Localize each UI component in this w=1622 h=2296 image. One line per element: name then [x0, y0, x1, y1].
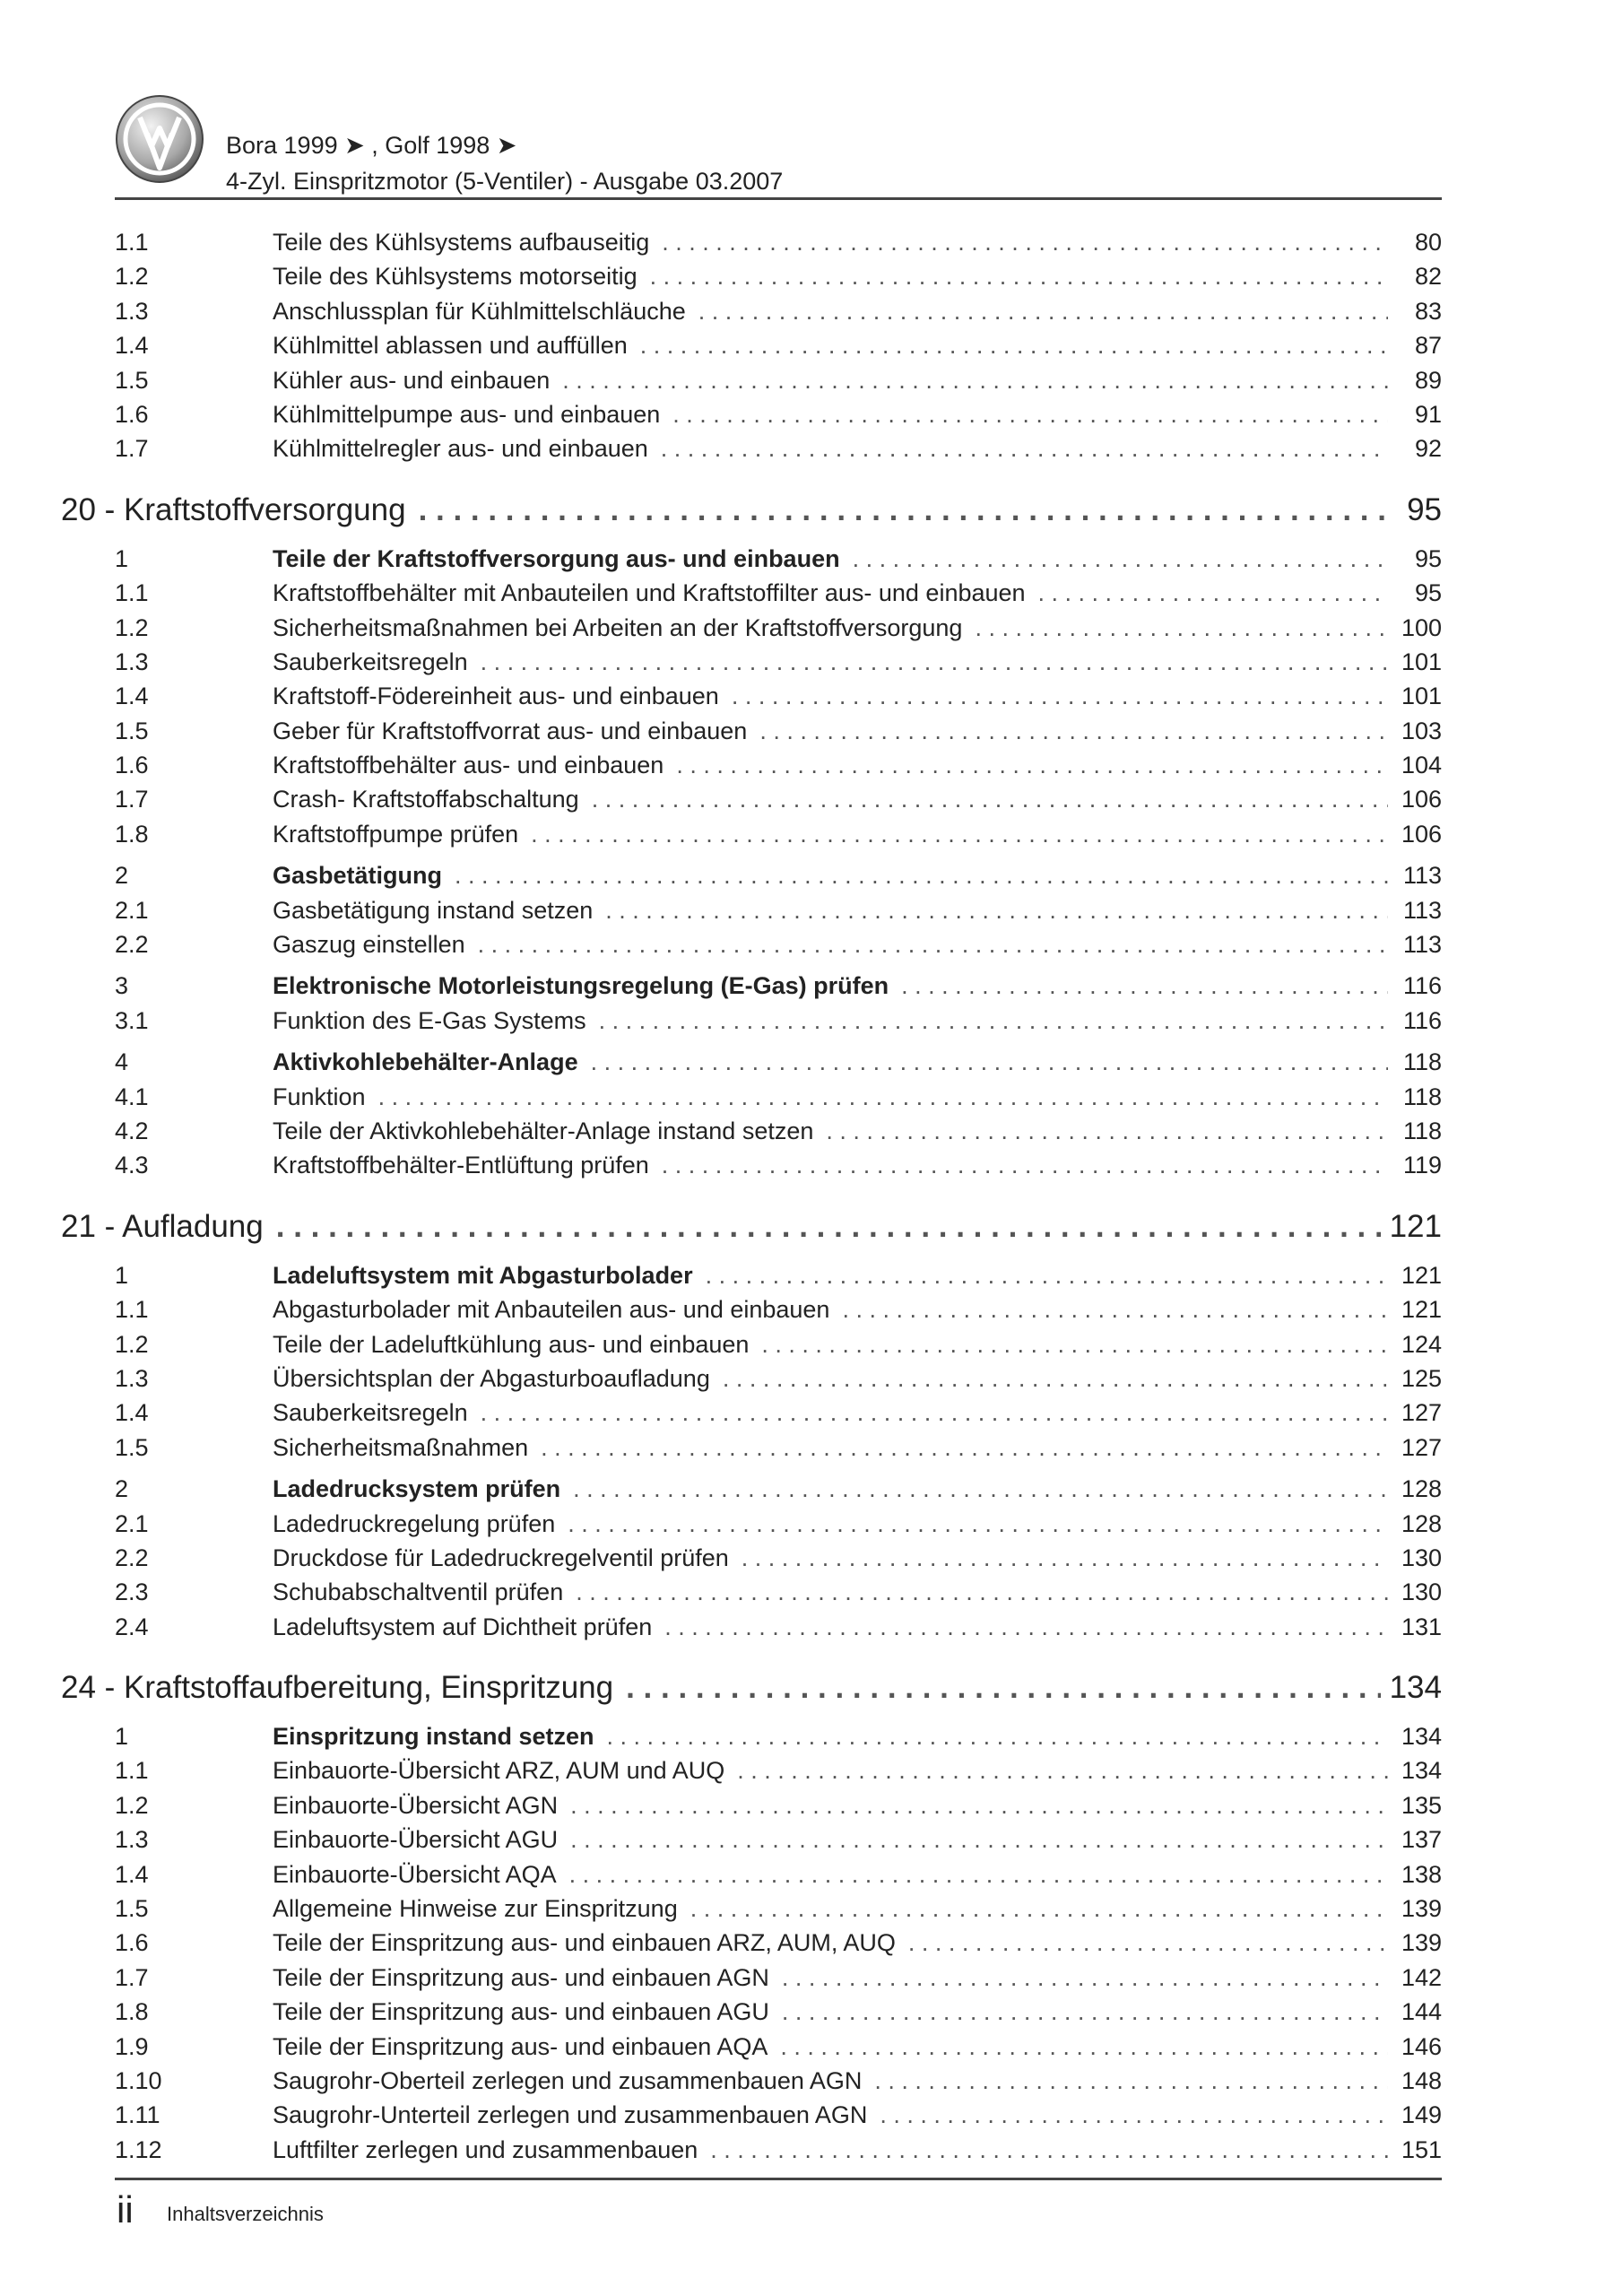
toc-subsection: [115, 718, 1442, 752]
toc-section: [115, 862, 1442, 896]
toc-number: 1.3: [115, 648, 149, 675]
toc-number: 1.8: [115, 820, 149, 848]
toc-title: Ladedrucksystem prüfen: [273, 1475, 561, 1503]
toc-section: [115, 1048, 1442, 1083]
toc-page-number: 142: [1401, 1963, 1442, 1991]
toc-title: Saugrohr-Oberteil zerlegen und zusammenbauen AGN: [273, 2066, 863, 2094]
toc-leader-dots: [276, 1209, 1381, 1245]
toc-page-number: 116: [1402, 1006, 1442, 1034]
toc-subsection: [115, 229, 1442, 263]
toc-page-number: 95: [1407, 491, 1442, 527]
toc-title: Einbauorte-Übersicht AGN: [273, 1791, 559, 1819]
toc-title: Kraftstoffbehälter mit Anbauteilen und Kraftstoffilter aus- und einbauen: [273, 579, 1026, 607]
toc-number: 1.3: [115, 297, 149, 325]
toc-subsection: [115, 1826, 1442, 1860]
toc-title: Geber für Kraftstoffvorrat aus- und einbauen: [273, 717, 748, 744]
toc-title: Teile der Einspritzung aus- und einbauen AQA: [273, 2032, 768, 2060]
toc-title: Sauberkeitsregeln: [273, 1399, 468, 1427]
toc-section: [115, 972, 1442, 1006]
toc-page-number: 148: [1401, 2066, 1442, 2094]
toc-number: 1.4: [115, 1399, 149, 1427]
toc-title: Teile der Einspritzung aus- und einbauen AGU: [273, 1998, 769, 2026]
toc-leader-dots: [570, 1826, 1388, 1854]
footer-divider: [115, 2178, 1442, 2180]
toc-leader-dots: [761, 1331, 1388, 1359]
toc-page-number: 83: [1414, 297, 1442, 325]
toc-leader-dots: [662, 229, 1388, 257]
toc-subsection: [115, 1929, 1442, 1963]
toc-subsection: [115, 2067, 1442, 2101]
toc-leader-dots: [419, 492, 1388, 528]
toc-page-number: 139: [1401, 1929, 1442, 1957]
toc-subsection: [115, 821, 1442, 855]
toc-leader-dots: [478, 931, 1388, 959]
toc-number: 4.2: [115, 1117, 149, 1144]
toc-title: Kühler aus- und einbauen: [273, 366, 551, 394]
toc-leader-dots: [568, 1510, 1388, 1538]
toc-page-number: 89: [1414, 366, 1442, 394]
toc-page-number: 128: [1401, 1475, 1442, 1503]
toc-number: 1.3: [115, 1364, 149, 1392]
toc-subsection: [115, 897, 1442, 931]
toc-number: 1.2: [115, 263, 149, 291]
toc-subsection: [115, 1083, 1442, 1118]
toc-leader-dots: [737, 1757, 1388, 1785]
toc-page-number: 139: [1401, 1895, 1442, 1923]
toc-subsection: [115, 435, 1442, 469]
toc-number: 1.1: [115, 1296, 149, 1324]
footer-label: Inhaltsverzeichnis: [167, 2203, 324, 2225]
toc-page-number: 106: [1401, 820, 1442, 848]
toc-subsection: [115, 332, 1442, 366]
toc-number: 1.12: [115, 2135, 162, 2163]
toc-subsection: [115, 1998, 1442, 2032]
toc-number: 2: [115, 862, 129, 890]
toc-page-number: 104: [1401, 752, 1442, 779]
toc-title: Saugrohr-Unterteil zerlegen und zusammenbauen AGN: [273, 2101, 868, 2129]
toc-subsection: [115, 1331, 1442, 1365]
toc-leader-dots: [874, 2067, 1388, 2095]
toc-number: 1.4: [115, 1860, 149, 1888]
toc-page-number: 116: [1402, 972, 1442, 1000]
toc-page-number: 135: [1401, 1791, 1442, 1819]
toc-number: 1.6: [115, 400, 149, 428]
toc-subsection: [115, 1578, 1442, 1613]
toc-leader-dots: [782, 1964, 1388, 1992]
toc-leader-dots: [782, 1998, 1388, 2026]
toc-title: Aktivkohlebehälter-Anlage: [273, 1048, 578, 1076]
toc-subsection: [115, 1007, 1442, 1041]
toc-page-number: 130: [1401, 1578, 1442, 1606]
toc-title: Funktion: [273, 1083, 366, 1110]
toc-page-number: 119: [1402, 1152, 1442, 1179]
toc-page-number: 134: [1389, 1670, 1442, 1706]
toc-page-number: 92: [1414, 435, 1442, 463]
toc-leader-dots: [541, 1434, 1388, 1462]
toc-title: Einbauorte-Übersicht AGU: [273, 1826, 559, 1854]
toc-subsection: [115, 1399, 1442, 1433]
toc-section: [115, 1262, 1442, 1296]
toc-title: 21 - Aufladung: [61, 1208, 264, 1244]
toc-page-number: 149: [1401, 2101, 1442, 2129]
toc-leader-dots: [853, 545, 1388, 573]
toc-number: 1.5: [115, 717, 149, 744]
toc-subsection: [115, 1613, 1442, 1648]
toc-subsection: [115, 1895, 1442, 1929]
toc-leader-dots: [570, 1792, 1388, 1820]
toc-leader-dots: [662, 1152, 1388, 1179]
toc-number: 1.7: [115, 435, 149, 463]
toc-leader-dots: [780, 2033, 1388, 2061]
page-header: [115, 94, 1442, 202]
toc-leader-dots: [640, 332, 1388, 360]
toc-page-number: 103: [1401, 717, 1442, 744]
toc-page-number: 91: [1414, 400, 1442, 428]
toc-number: 3.1: [115, 1006, 149, 1034]
toc-number: 1.6: [115, 752, 149, 779]
toc-title: Crash- Kraftstoffabschaltung: [273, 786, 579, 813]
toc-leader-dots: [664, 1613, 1388, 1641]
toc-subsection: [115, 1861, 1442, 1895]
toc-title: Abgasturbolader mit Anbauteilen aus- und einbauen: [273, 1296, 830, 1324]
toc-leader-dots: [591, 1048, 1388, 1076]
toc-title: Kraftstoffpumpe prüfen: [273, 820, 519, 848]
toc-page-number: 95: [1414, 544, 1442, 572]
toc-number: 1.2: [115, 613, 149, 641]
toc-leader-dots: [599, 1007, 1388, 1035]
toc-title: Elektronische Motorleistungsregelung (E-Gas) prüfen: [273, 972, 889, 1000]
toc-number: 1.8: [115, 1998, 149, 2026]
toc-leader-dots: [706, 1262, 1388, 1290]
toc-leader-dots: [455, 862, 1388, 890]
toc-title: Teile des Kühlsystems aufbauseitig: [273, 229, 650, 256]
toc-number: 1.7: [115, 1963, 149, 1991]
header-divider: [115, 197, 1442, 200]
toc-leader-dots: [742, 1544, 1388, 1572]
toc-number: 2.2: [115, 931, 149, 959]
toc-title: Funktion des E-Gas Systems: [273, 1006, 586, 1034]
toc-page-number: 138: [1401, 1860, 1442, 1888]
footer-page-number: ii: [117, 2188, 134, 2231]
toc-leader-dots: [1038, 579, 1388, 607]
toc-subsection: [115, 786, 1442, 820]
toc-page-number: 101: [1401, 683, 1442, 710]
toc-leader-dots: [626, 1670, 1380, 1706]
toc-page-number: 118: [1402, 1117, 1442, 1144]
toc-leader-dots: [481, 1399, 1388, 1427]
toc-number: 1.11: [115, 2101, 160, 2129]
toc-page-number: 127: [1401, 1399, 1442, 1427]
toc-title: Teile der Aktivkohlebehälter-Anlage instand setzen: [273, 1117, 814, 1144]
toc-number: 1: [115, 1261, 129, 1289]
toc-title: 24 - Kraftstoffaufbereitung, Einspritzung: [61, 1670, 614, 1706]
toc-subsection: [115, 1365, 1442, 1399]
toc-leader-dots: [826, 1118, 1388, 1145]
toc-title: Kraftstoffbehälter aus- und einbauen: [273, 752, 664, 779]
toc-leader-dots: [531, 821, 1388, 848]
toc-page-number: 118: [1402, 1048, 1442, 1076]
toc-subsection: [115, 1792, 1442, 1826]
toc-page-number: 106: [1401, 786, 1442, 813]
toc-page-number: 113: [1402, 931, 1442, 959]
toc-chapter: [61, 1660, 1442, 1716]
toc-page-number: 121: [1389, 1208, 1442, 1244]
toc-number: 1.4: [115, 332, 149, 360]
table-of-contents: [61, 229, 1442, 2170]
toc-page-number: 118: [1402, 1083, 1442, 1110]
toc-subsection: [115, 1964, 1442, 1998]
toc-title: Einbauorte-Übersicht ARZ, AUM und AUQ: [273, 1757, 725, 1785]
toc-page-number: 134: [1401, 1757, 1442, 1785]
toc-number: 1.2: [115, 1791, 149, 1819]
toc-leader-dots: [661, 435, 1388, 463]
toc-title: Anschlussplan für Kühlmittelschläuche: [273, 297, 686, 325]
toc-page-number: 137: [1401, 1826, 1442, 1854]
toc-title: Sicherheitsmaßnahmen: [273, 1433, 529, 1461]
toc-leader-dots: [573, 1475, 1388, 1503]
toc-leader-dots: [908, 1929, 1388, 1957]
toc-number: 1.4: [115, 683, 149, 710]
toc-page-number: 127: [1401, 1433, 1442, 1461]
toc-title: Kühlmittelregler aus- und einbauen: [273, 435, 648, 463]
toc-subsection: [115, 2136, 1442, 2170]
toc-page-number: 121: [1401, 1296, 1442, 1324]
toc-number: 4.3: [115, 1152, 149, 1179]
toc-number: 1.7: [115, 786, 149, 813]
toc-page-number: 80: [1414, 229, 1442, 256]
toc-leader-dots: [378, 1083, 1388, 1111]
toc-subsection: [115, 683, 1442, 717]
toc-number: 2: [115, 1475, 129, 1503]
toc-page-number: 87: [1414, 332, 1442, 360]
toc-leader-dots: [607, 1723, 1388, 1751]
toc-title: Ladeluftsystem mit Abgasturbolader: [273, 1261, 693, 1289]
toc-subsection: [115, 298, 1442, 332]
toc-page-number: 121: [1401, 1261, 1442, 1289]
toc-title: Einbauorte-Übersicht AQA: [273, 1860, 557, 1888]
toc-page-number: 144: [1401, 1998, 1442, 2026]
toc-subsection: [115, 1118, 1442, 1152]
toc-chapter: [61, 483, 1442, 538]
toc-title: Teile der Ladeluftkühlung aus- und einbauen: [273, 1330, 750, 1358]
toc-leader-dots: [880, 2101, 1388, 2129]
toc-subsection: [115, 1152, 1442, 1186]
toc-page-number: 134: [1401, 1723, 1442, 1751]
toc-section: [115, 1723, 1442, 1757]
toc-number: 2.2: [115, 1544, 149, 1571]
toc-page-number: 82: [1414, 263, 1442, 291]
toc-title: Druckdose für Ladedruckregelventil prüfen: [273, 1544, 729, 1571]
toc-page-number: 124: [1401, 1330, 1442, 1358]
toc-subsection: [115, 1544, 1442, 1578]
vw-logo-icon: [115, 94, 204, 184]
toc-title: Gaszug einstellen: [273, 931, 465, 959]
toc-leader-dots: [592, 786, 1388, 813]
toc-leader-dots: [759, 718, 1388, 745]
toc-title: Sauberkeitsregeln: [273, 648, 468, 675]
toc-subsection: [115, 579, 1442, 613]
toc-page-number: 113: [1402, 896, 1442, 924]
toc-leader-dots: [698, 298, 1388, 326]
toc-page-number: 113: [1402, 862, 1442, 890]
toc-number: 1.5: [115, 366, 149, 394]
toc-number: 2.1: [115, 1509, 149, 1537]
toc-subsection: [115, 401, 1442, 435]
toc-subsection: [115, 1434, 1442, 1468]
toc-title: Übersichtsplan der Abgasturboaufladung: [273, 1364, 710, 1392]
toc-leader-dots: [576, 1578, 1388, 1606]
toc-leader-dots: [723, 1365, 1388, 1393]
toc-title: 20 - Kraftstoffversorgung: [61, 491, 406, 527]
toc-section: [115, 1475, 1442, 1509]
toc-leader-dots: [732, 683, 1388, 710]
toc-chapter: [61, 1199, 1442, 1255]
toc-number: 1.5: [115, 1895, 149, 1923]
toc-title: Kühlmittel ablassen und auffüllen: [273, 332, 628, 360]
toc-subsection: [115, 752, 1442, 786]
toc-title: Ladedruckregelung prüfen: [273, 1509, 556, 1537]
toc-title: Luftfilter zerlegen und zusammenbauen: [273, 2135, 698, 2163]
toc-title: Sicherheitsmaßnahmen bei Arbeiten an der Kraftstoffversorgung: [273, 613, 963, 641]
toc-subsection: [115, 1510, 1442, 1544]
toc-subsection: [115, 931, 1442, 965]
toc-subsection: [115, 367, 1442, 401]
toc-number: 1.1: [115, 1757, 149, 1785]
toc-subsection: [115, 614, 1442, 648]
toc-title: Teile der Einspritzung aus- und einbauen ARZ, AUM, AUQ: [273, 1929, 896, 1957]
toc-number: 1.5: [115, 1433, 149, 1461]
toc-number: 1: [115, 1723, 129, 1751]
toc-title: Gasbetätigung instand setzen: [273, 896, 594, 924]
toc-title: Ladeluftsystem auf Dichtheit prüfen: [273, 1613, 653, 1640]
toc-title: Teile der Kraftstoffversorgung aus- und einbauen: [273, 544, 840, 572]
toc-title: Einspritzung instand setzen: [273, 1723, 594, 1751]
toc-leader-dots: [975, 614, 1388, 642]
toc-subsection: [115, 1296, 1442, 1330]
toc-leader-dots: [562, 367, 1388, 395]
toc-page-number: 151: [1401, 2135, 1442, 2163]
toc-leader-dots: [481, 648, 1388, 676]
toc-leader-dots: [676, 752, 1388, 779]
toc-subsection: [115, 1757, 1442, 1791]
toc-leader-dots: [650, 263, 1388, 291]
toc-title: Allgemeine Hinweise zur Einspritzung: [273, 1895, 678, 1923]
toc-number: 1: [115, 544, 129, 572]
toc-number: 1.6: [115, 1929, 149, 1957]
toc-title: Teile des Kühlsystems motorseitig: [273, 263, 638, 291]
toc-number: 1.9: [115, 2032, 149, 2060]
toc-number: 1.1: [115, 229, 149, 256]
toc-subsection: [115, 648, 1442, 683]
toc-leader-dots: [690, 1895, 1388, 1923]
toc-page-number: 125: [1401, 1364, 1442, 1392]
toc-number: 2.3: [115, 1578, 149, 1606]
toc-leader-dots: [672, 401, 1388, 429]
toc-leader-dots: [710, 2136, 1388, 2164]
toc-number: 3: [115, 972, 129, 1000]
toc-title: Gasbetätigung: [273, 862, 443, 890]
toc-leader-dots: [605, 897, 1388, 925]
toc-subsection: [115, 263, 1442, 297]
toc-page-number: 131: [1401, 1613, 1442, 1640]
toc-number: 4: [115, 1048, 129, 1076]
toc-leader-dots: [901, 972, 1388, 1000]
toc-title: Teile der Einspritzung aus- und einbauen AGN: [273, 1963, 769, 1991]
toc-title: Kraftstoffbehälter-Entlüftung prüfen: [273, 1152, 649, 1179]
toc-number: 4.1: [115, 1083, 149, 1110]
toc-page-number: 95: [1414, 579, 1442, 607]
toc-number: 2.4: [115, 1613, 149, 1640]
header-models: Bora 1999 ➤ , Golf 1998 ➤: [226, 132, 517, 159]
toc-section: [115, 545, 1442, 579]
toc-title: Kraftstoff-Födereinheit aus- und einbauen: [273, 683, 719, 710]
toc-number: 1.10: [115, 2066, 162, 2094]
toc-page-number: 100: [1401, 613, 1442, 641]
toc-title: Schubabschaltventil prüfen: [273, 1578, 564, 1606]
toc-number: 1.2: [115, 1330, 149, 1358]
toc-leader-dots: [842, 1296, 1388, 1324]
toc-page-number: 101: [1401, 648, 1442, 675]
header-engine-edition: 4-Zyl. Einspritzmotor (5-Ventiler) - Ausgabe 03.2007: [226, 168, 784, 195]
toc-title: Kühlmittelpumpe aus- und einbauen: [273, 400, 661, 428]
toc-page-number: 146: [1401, 2032, 1442, 2060]
toc-number: 2.1: [115, 896, 149, 924]
toc-page-number: 130: [1401, 1544, 1442, 1571]
toc-number: 1.3: [115, 1826, 149, 1854]
toc-number: 1.1: [115, 579, 149, 607]
toc-subsection: [115, 2101, 1442, 2135]
toc-leader-dots: [569, 1861, 1388, 1889]
toc-subsection: [115, 2033, 1442, 2067]
toc-page-number: 128: [1401, 1509, 1442, 1537]
